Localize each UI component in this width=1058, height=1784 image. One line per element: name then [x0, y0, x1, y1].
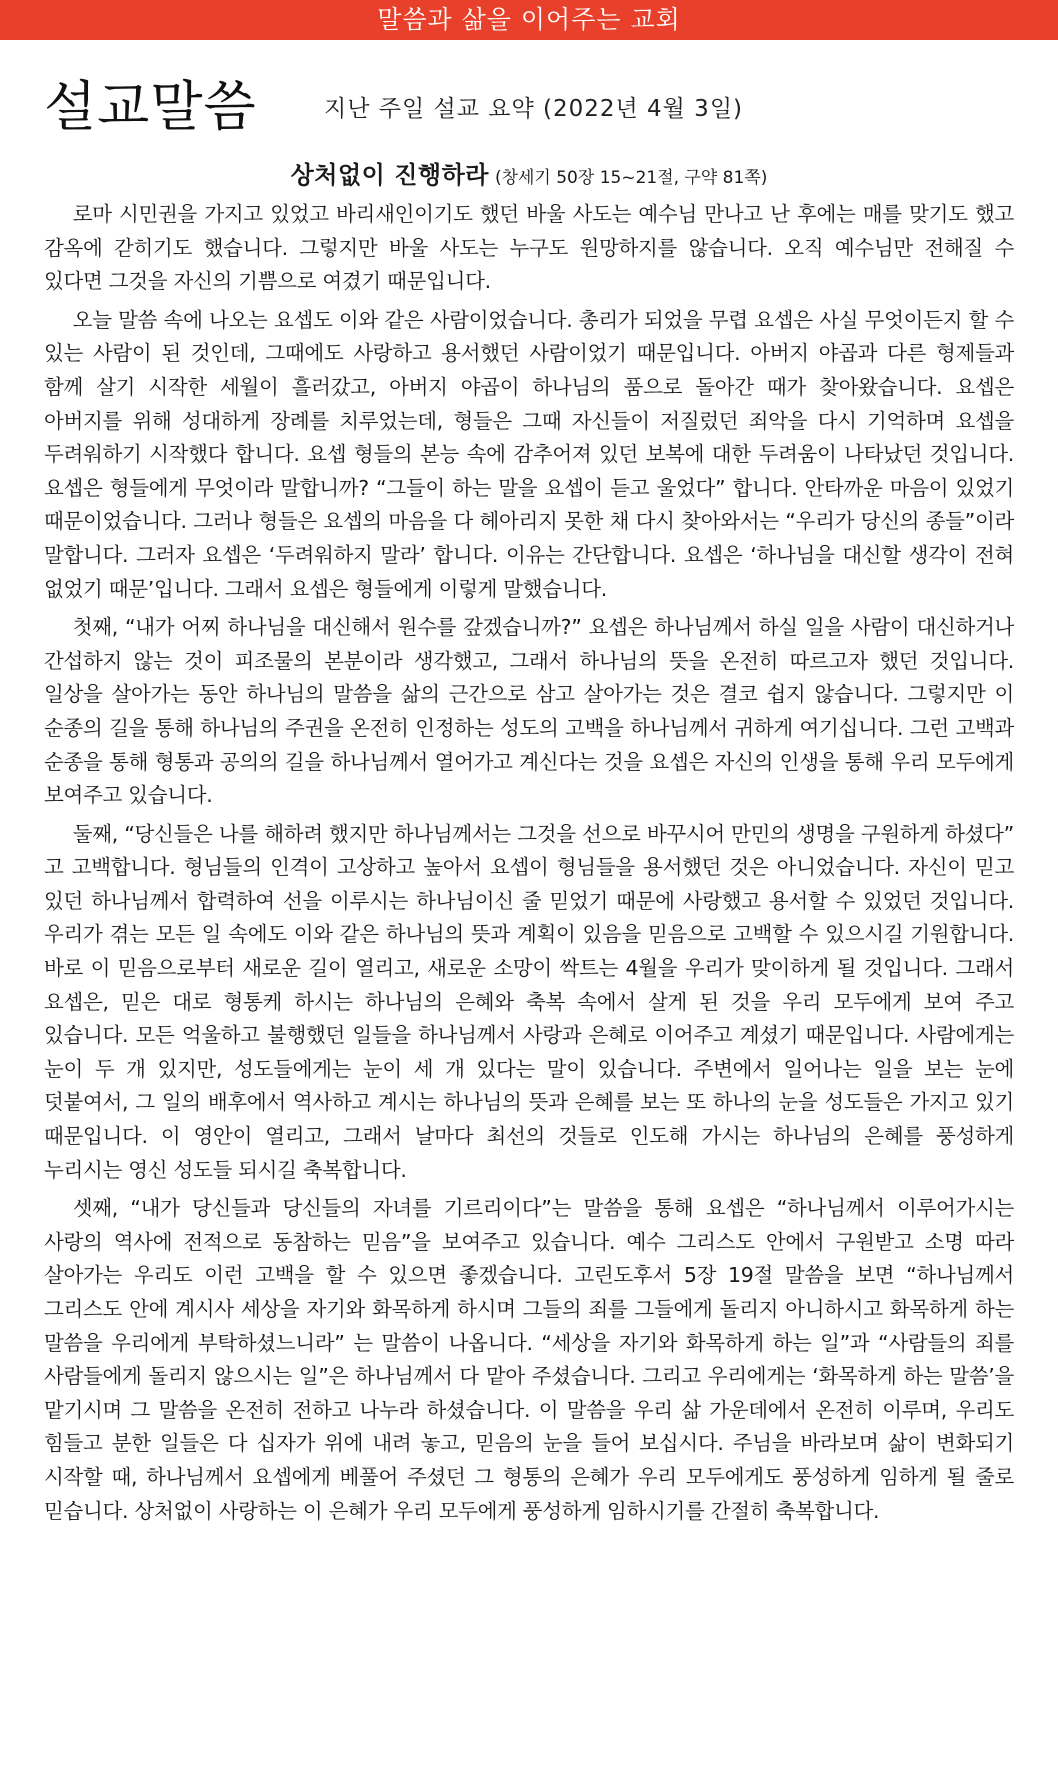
paragraph-first: 첫째, “내가 어찌 하나님을 대신해서 원수를 갚겠습니까?” 요셉은 하나님께서 하실 일을 사람이 대신하거나 간섭하지 않는 것이 피조물의 본분이라 생각했고, 그래서 하나님의 뜻을 온전히 따르고자 했던 것입니다. 일상을 살아가는 동안 하나님의 말씀을 삶의 근간으로 삼고 살아가는 것은 결코 쉽지 않습니다. 그렇지만 이 순종의 길을 통해 하나님의 주권을 온전히 인정하는 성도의 고백을 하나님께서 귀하게 여기십니다. 그런 고백과 순종을 통해 형통과 공의의 길을 하나님께서 열어가고 계신다는 것을 요셉은 자신의 인생을 통해 우리 모두에게 보여주고 있습니다.: [44, 615, 1014, 808]
paragraph-third: 셋째, “내가 당신들과 당신들의 자녀를 기르리이다”는 말씀을 통해 요셉은 “하나님께서 이루어가시는 사랑의 역사에 전적으로 동참하는 믿음”을 보여주고 있습니다. 예수 그리스도 안에서 구원받고 소명 따라 살아가는 우리도 이런 고백을 할 수 있으면 좋겠습니다. 고린도후서 5장 19절 말씀을 보면 “하나님께서 그리스도 안에 계시사 세상을 자기와 화목하게 하시며 그들의 죄를 그들에게 돌리지 아니하시고 화목하게 하는 말씀을 우리에게 부탁하셨느니라” 는 말씀이 나옵니다. “세상을 자기와 화목하게 하는 일”과 “사람들의 죄를 사람들에게 돌리지 않으시는 일”은 하나님께서 다 맡아 주셨습니다. 그리고 우리에게는 ‘화목하게 하는 말씀’을 맡기시며 그 말씀을 온전히 전하고 나누라 하셨습니다. 이 말씀을 우리 삶 가운데에서 온전히 이루며, 우리도 힘들고 분한 일들은 다 십자가 위에 내려 놓고, 믿음의 눈을 들어 보십시다. 주님을 바라보며 삶이 변화되기 시작할 때, 하나님께서 요셉에게 베풀어 주셨던 그 형통의 은혜가 우리 모두에게도 풍성하게 임하게 될 줄로 믿습니다. 상처없이 사랑하는 이 은혜가 우리 모두에게 풍성하게 임하시기를 간절히 축복합니다.: [44, 1196, 1014, 1523]
church-banner: 말씀과 삶을 이어주는 교회: [0, 0, 1058, 40]
scripture-reference: (창세기 50장 15~21절, 구약 81쪽): [494, 168, 768, 188]
page-title: 설교말씀: [44, 75, 257, 138]
paragraph-intro: 로마 시민권을 가지고 있었고 바리새인이기도 했던 바울 사도는 예수님 만나고 난 후에는 매를 맞기도 했고 감옥에 갇히기도 했습니다. 그렇지만 바울 사도는 누구도 원망하지를 않습니다. 오직 예수님만 전해질 수 있다면 그것을 자신의 기쁨으로 여겼기 때문입니다.: [44, 202, 1014, 294]
paragraph-joseph: 오늘 말씀 속에 나오는 요셉도 이와 같은 사람이었습니다. 총리가 되었을 무렵 요셉은 사실 무엇이든지 할 수 있는 사람이 된 것인데, 그때에도 사랑하고 용서했던 사람이었기 때문입니다. 아버지 야곱과 다른 형제들과 함께 살기 시작한 세월이 흘러갔고, 아버지 야곱이 하나님의 품으로 돌아간 때가 찾아왔습니다. 요셉은 아버지를 위해 성대하게 장례를 치루었는데, 형들은 그때 자신들이 저질렀던 죄악을 다시 기억하며 요셉을 두려워하기 시작했다 합니다. 요셉 형들의 본능 속에 감추어져 있던 보복에 대한 두려움이 나타났던 것입니다. 요셉은 형들에게 무엇이라 말합니까? “그들이 하는 말을 요셉이 듣고 울었다” 합니다. 안타까운 마음이 있었기 때문이었습니다. 그러나 형들은 요셉의 마음을 다 헤아리지 못한 채 다시 찾아와서는 “우리가 당신의 종들”이라 말합니다. 그러자 요셉은 ‘두려워하지 말라’ 합니다. 이유는 간단합니다. 요셉은 ‘하나님을 대신할 생각이 전혀 없었기 때문’입니다. 그래서 요셉은 형들에게 이렇게 말했습니다.: [44, 307, 1014, 601]
sermon-body: [44, 198, 1014, 1528]
page-header: [44, 72, 1034, 152]
page-subtitle: 지난 주일 설교 요약 (2022년 4월 3일): [324, 96, 744, 122]
sermon-heading: [0, 158, 1058, 195]
paragraph-second: 둘째, “당신들은 나를 해하려 했지만 하나님께서는 그것을 선으로 바꾸시어 만민의 생명을 구원하게 하셨다” 고 고백합니다. 형님들의 인격이 고상하고 높아서 요셉이 형님들을 용서했던 것은 아니었습니다. 자신이 믿고 있던 하나님께서 합력하여 선을 이루시는 하나님이신 줄 믿었기 때문에 사랑했고 용서할 수 있었던 것입니다. 우리가 겪는 모든 일 속에도 이와 같은 하나님의 뜻과 계획이 있음을 믿음으로 고백할 수 있으시길 기원합니다. 바로 이 믿음으로부터 새로운 길이 열리고, 새로운 소망이 싹트는 4월을 우리가 맞이하게 될 것입니다. 그래서 요셉은, 믿은 대로 형통케 하시는 하나님의 은혜와 축복 속에서 살게 된 것을 우리 모두에게 보여 주고 있습니다. 모든 억울하고 불행했던 일들을 하나님께서 사랑과 은혜로 이어주고 계셨기 때문입니다. 사람에게는 눈이 두 개 있지만, 성도들에게는 눈이 세 개 있다는 말이 있습니다. 주변에서 일어나는 일을 보는 눈에 덧붙여서, 그 일의 배후에서 역사하고 계시는 하나님의 뜻과 은혜를 보는 또 하나의 눈을 성도들은 가지고 있기 때문입니다. 이 영안이 열리고, 그래서 날마다 최선의 것들로 인도해 가시는 하나님의 은혜를 풍성하게 누리시는 영신 성도들 되시길 축복합니다.: [44, 821, 1014, 1182]
sermon-title: 상처없이 진행하라: [290, 161, 489, 189]
